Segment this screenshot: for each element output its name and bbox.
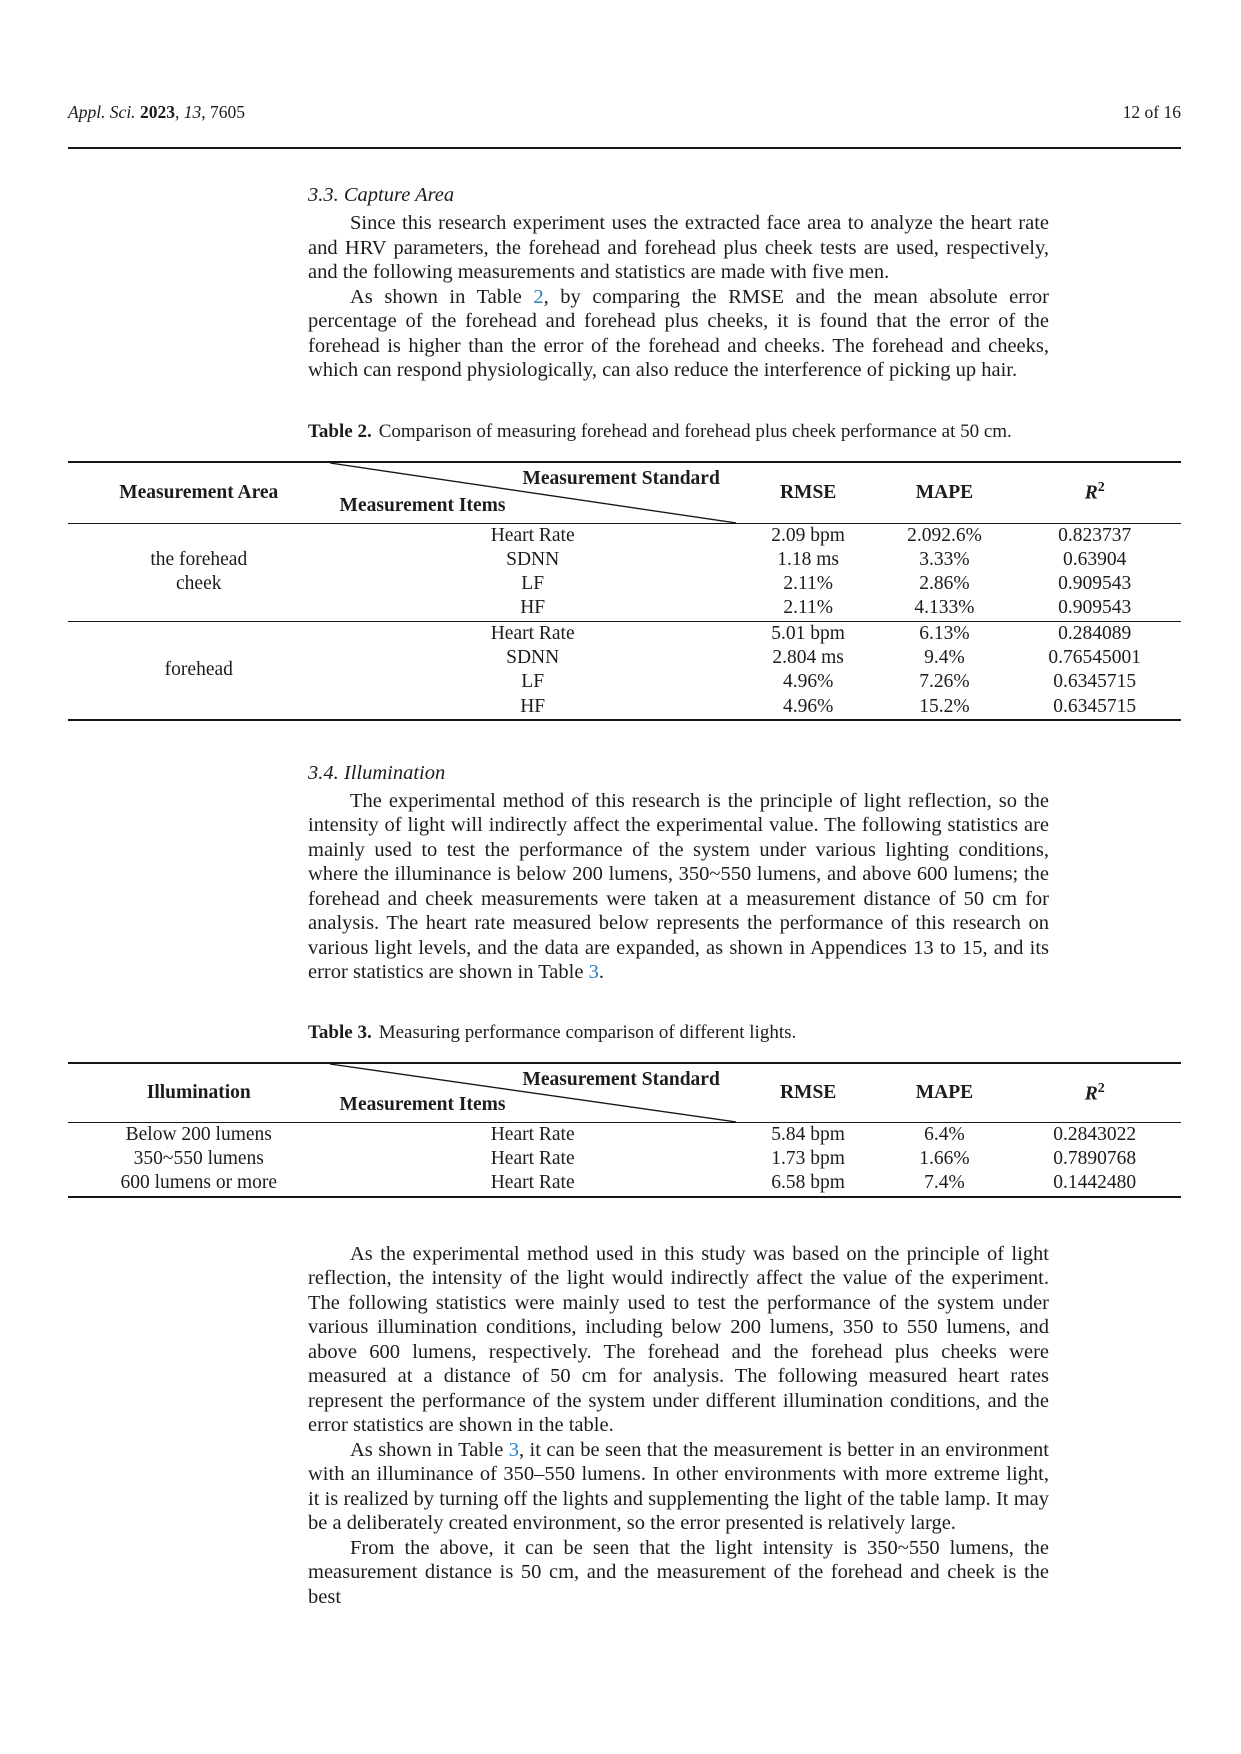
cell-rmse: 4.96% <box>782 695 834 717</box>
cell-item: LF <box>521 573 545 595</box>
column-header-mape: MAPE <box>880 1063 1008 1123</box>
table-3-reference-link[interactable]: 3 <box>508 1438 520 1461</box>
cell-item: Heart Rate <box>490 524 575 546</box>
table-3-caption-text: Measuring performance comparison of different lights. <box>378 1021 797 1043</box>
paragraph-discussion-2 <box>308 1438 1049 1536</box>
cell-mape: 9.4% <box>924 646 965 668</box>
diagonal-header-top: Measurement Standard <box>522 467 720 489</box>
table-header-row <box>68 1063 1181 1123</box>
cell-item: HF <box>520 597 546 619</box>
cell-rmse: 5.01 bpm <box>771 622 845 644</box>
paragraph-discussion-1 <box>308 1242 1049 1438</box>
cell-item: Heart Rate <box>490 1148 575 1170</box>
paragraph-text: . <box>598 961 604 984</box>
diagonal-header-bottom: Measurement Items <box>339 1093 506 1115</box>
cell-mape: 2.86% <box>919 573 970 595</box>
table-2-caption <box>308 420 1108 444</box>
diagonal-header-bottom: Measurement Items <box>339 494 506 516</box>
main-column <box>68 0 1181 1609</box>
cell-mape: 7.4% <box>924 1172 965 1194</box>
cell-mape: 6.4% <box>924 1123 965 1145</box>
column-header-rmse: RMSE <box>736 462 881 524</box>
table-3-header <box>68 1063 1181 1123</box>
section-heading-illumination: 3.4. Illumination <box>308 761 446 784</box>
cell-rmse: 5.84 bpm <box>771 1123 845 1145</box>
cell-mape: 2.092.6% <box>907 524 982 546</box>
cell-mape: 4.133% <box>914 597 975 619</box>
column-header-rmse: RMSE <box>736 1063 881 1123</box>
column-header-illumination: Illumination <box>68 1063 330 1123</box>
cell-mape: 1.66% <box>919 1148 970 1170</box>
journal-article-no: , 7605 <box>201 102 245 122</box>
cell-item: Heart Rate <box>490 1123 575 1145</box>
journal-volume: 13 <box>183 102 202 122</box>
paragraph-capture-area-1 <box>308 211 1049 285</box>
cell-rmse: 2.11% <box>783 573 833 595</box>
cell-item: Heart Rate <box>490 622 575 644</box>
table-header-row <box>68 462 1181 524</box>
paragraph-illumination-1 <box>308 789 1049 985</box>
journal-abbrev: Appl. Sci. <box>68 102 140 122</box>
paragraph-capture-area-2 <box>308 285 1049 383</box>
column-header-r-squared: $R^2$ <box>1008 1063 1181 1123</box>
cell-mape: 7.26% <box>919 671 970 693</box>
cell-r-squared: 0.2843022 <box>1053 1123 1137 1145</box>
section-heading-capture-area: 3.3. Capture Area <box>308 184 455 206</box>
cell-item: SDNN <box>506 646 560 668</box>
paragraph-text: , by comparing the RMSE and the mean absolute error percentage of the forehead and forehead plus cheeks, it is found that the error of the forehead is higher than the error of the forehead and cheeks. The forehead and cheeks, which can respond physiologically, can also reduce the interference of picking up hair. <box>308 285 1050 381</box>
table-row <box>68 1147 1181 1171</box>
paragraph-text: As shown in Table <box>350 1438 509 1461</box>
cell-item: Heart Rate <box>490 1172 575 1194</box>
table-2-group-forehead-cheek <box>68 523 1181 621</box>
table-row <box>68 621 1181 646</box>
table-2-caption-label: Table 2. <box>308 420 372 442</box>
cell-rmse: 4.96% <box>782 671 834 693</box>
cell-r-squared: 0.823737 <box>1058 524 1132 546</box>
paragraph-text: Since this research experiment uses the extracted face area to analyze the heart rate and HRV parameters, the forehead and forehead plus cheek tests are used, respectively, and the following measurements and statistics are made with five men. <box>308 212 1049 283</box>
cell-rmse: 2.11% <box>783 597 833 619</box>
cell-r-squared: 0.6345715 <box>1053 695 1137 717</box>
cell-rmse: 2.804 ms <box>772 646 844 668</box>
cell-rmse: 2.09 bpm <box>771 524 845 546</box>
table-2 <box>68 461 1181 721</box>
cell-illumination: 600 lumens or more <box>120 1172 278 1194</box>
cell-r-squared: 0.284089 <box>1058 622 1132 644</box>
cell-r-squared: 0.909543 <box>1058 573 1132 595</box>
cell-item: HF <box>520 695 546 717</box>
cell-illumination: Below 200 lumens <box>125 1123 272 1145</box>
column-header-mape: MAPE <box>880 462 1008 524</box>
table-3-body <box>68 1122 1181 1196</box>
cell-r-squared: 0.63904 <box>1063 548 1127 570</box>
page-number: 12 of 16 <box>1122 102 1181 122</box>
cell-r-squared: 0.6345715 <box>1053 671 1137 693</box>
column-header-r-squared: $R^2$ <box>1008 462 1181 524</box>
paragraph-text: As the experimental method used in this study was based on the principle of light reflection, the intensity of the light would indirectly affect the value of the experiment. The following statistics were mainly used to test the performance of the system under various illumination conditions, including below 200 lumens, 350 to 550 lumens, and above 600 lumens, respectively. The forehead and the forehead plus cheeks were measured at a distance of 50 cm for analysis. The following measured heart rates represent the performance of the system under different illumination conditions, and the error statistics are shown in the table. <box>308 1242 1049 1437</box>
table-3 <box>68 1062 1181 1198</box>
table-row <box>68 1122 1181 1147</box>
cell-item: LF <box>521 671 545 693</box>
journal-sep: , <box>174 102 184 122</box>
table-2-group-forehead <box>68 621 1181 720</box>
table-row <box>68 523 1181 548</box>
cell-item: SDNN <box>506 548 560 570</box>
cell-mape: 3.33% <box>919 548 970 570</box>
paragraph-discussion-3 <box>308 1536 1049 1610</box>
cell-illumination: 350~550 lumens <box>133 1148 264 1170</box>
cell-r-squared: 0.909543 <box>1058 597 1132 619</box>
cell-r-squared: 0.1442480 <box>1053 1172 1137 1194</box>
diagonal-header-cell <box>330 462 736 524</box>
diagonal-header-cell <box>330 1063 736 1123</box>
cell-measurement-area: forehead <box>164 659 233 681</box>
journal-year: 2023 <box>139 102 175 122</box>
paragraph-text: As shown in Table <box>350 285 534 308</box>
cell-r-squared: 0.76545001 <box>1048 646 1142 668</box>
paragraph-text: The experimental method of this research is the principle of light reflection, so the intensity of light will indirectly affect the experimental value. The following statistics are mainly used to test the performance of the system under various lighting conditions, where the illuminance is below 200 lumens, 350~550 lumens, and above 600 lumens; the forehead and cheek measurements were taken at a measurement distance of 50 cm for analysis. The heart rate measured below represents the performance of this research on various light levels, and the data are expanded, as shown in Appendices 13 to 15, and its error statistics are shown in Table <box>308 789 1049 984</box>
cell-rmse: 6.58 bpm <box>771 1172 845 1194</box>
table-3-caption-label: Table 3. <box>308 1021 372 1043</box>
cell-mape: 15.2% <box>919 695 970 717</box>
table-2-caption-text: Comparison of measuring forehead and forehead plus cheek performance at 50 cm. <box>378 420 1012 442</box>
column-header-measurement-area: Measurement Area <box>68 462 330 524</box>
cell-mape: 6.13% <box>919 622 970 644</box>
table-2-header <box>68 462 1181 524</box>
paragraph-text: From the above, it can be seen that the light intensity is 350~550 lumens, the measurement distance is 50 cm, and the measurement of the forehead and cheek is the best <box>308 1536 1049 1608</box>
table-2-reference-link[interactable]: 2 <box>533 285 544 308</box>
diagonal-header-top: Measurement Standard <box>522 1068 720 1090</box>
table-3-caption <box>308 1021 1108 1045</box>
cell-rmse: 1.73 bpm <box>771 1148 845 1170</box>
cell-r-squared: 0.7890768 <box>1053 1148 1137 1170</box>
cell-rmse: 1.18 ms <box>777 548 840 570</box>
table-3-reference-link[interactable]: 3 <box>588 961 599 984</box>
cell-measurement-area: the forehead cheek <box>150 548 248 595</box>
paragraph-text: , it can be seen that the measurement is better in an environment with an illuminance of 350–550 lumens. In other environments with more extreme light, it is realized by turning off the lights and supplementing the light of the table lamp. It may be a deliberately created environment, so the error presented is relatively large. <box>308 1438 1049 1535</box>
table-row <box>68 1171 1181 1196</box>
